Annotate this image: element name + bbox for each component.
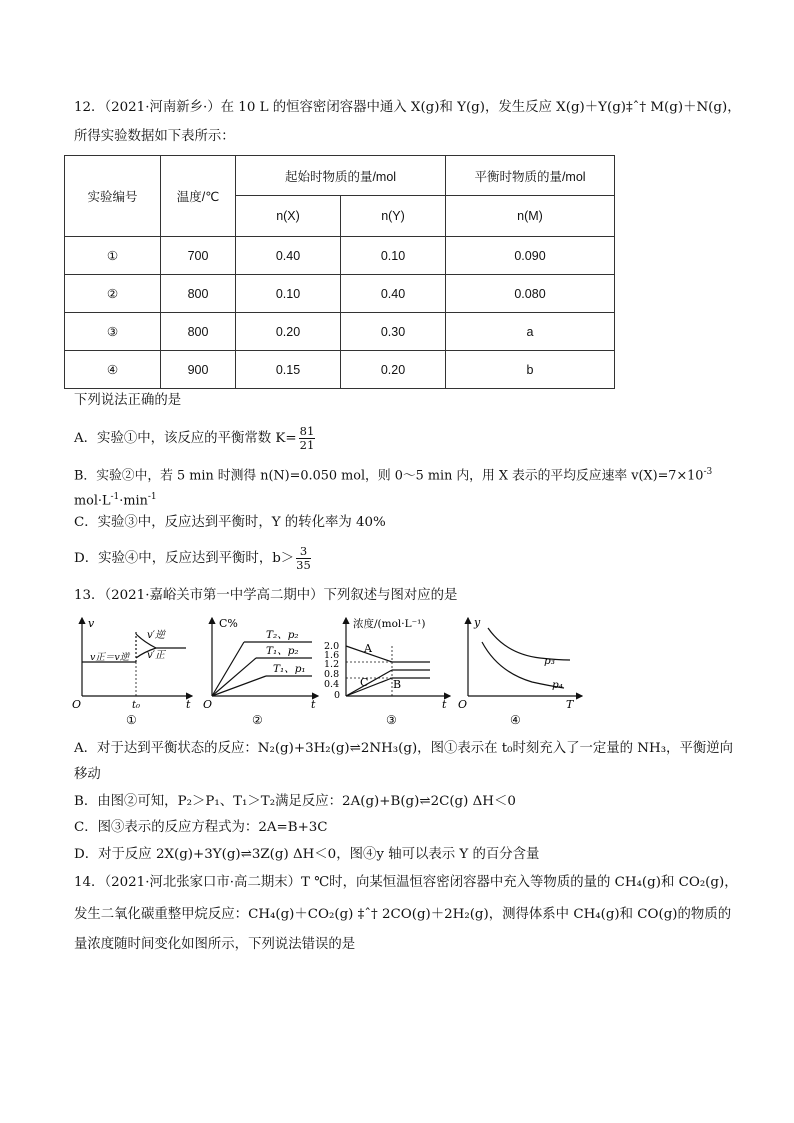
q13-option-d: D．对于反应 2X(g)+3Y(g)⇌3Z(g) ΔH＜0，图④y 轴可以表示 Y 的百分含量 xyxy=(74,847,540,862)
fig2-y-label: C% xyxy=(219,617,238,630)
fraction-3-35 xyxy=(296,545,311,572)
q13-option-c: C．图③表示的反应方程式为：2A=B+3C xyxy=(74,820,328,835)
header-eq: 平衡时物质的量/mol xyxy=(446,156,615,196)
cell-nm: b xyxy=(446,351,615,389)
cell-ny: 0.20 xyxy=(341,351,446,389)
cell-id: ① xyxy=(65,237,161,275)
cell-nx: 0.20 xyxy=(236,313,341,351)
fig2-origin: O xyxy=(203,698,213,711)
fig4-origin: O xyxy=(458,698,468,711)
fig3-tick: 0 xyxy=(334,690,341,701)
fig3-tick: 2.0 xyxy=(324,641,340,652)
fig3-y-label: 浓度/(mol·L⁻¹) xyxy=(353,618,426,630)
cell-nx: 0.40 xyxy=(236,237,341,275)
cell-temp: 800 xyxy=(161,313,236,351)
fig4-curve-p4: p₄ xyxy=(552,679,563,691)
cell-temp: 700 xyxy=(161,237,236,275)
frac-den: 21 xyxy=(299,438,315,452)
header-start: 起始时物质的量/mol xyxy=(236,156,446,196)
header-ny: n(Y) xyxy=(341,196,446,237)
cell-temp: 800 xyxy=(161,275,236,313)
q13-figures xyxy=(70,612,600,730)
cell-id: ④ xyxy=(65,351,161,389)
fig4-curve-p3: p₃ xyxy=(544,655,555,667)
option-a-text: A．实验①中，该反应的平衡常数 K= xyxy=(74,431,297,446)
cell-ny: 0.40 xyxy=(341,275,446,313)
fig1-vfwd-label: v′正 xyxy=(147,650,165,661)
q12-intro2: 所得实验数据如下表所示： xyxy=(74,129,235,144)
header-nm: n(M) xyxy=(446,196,615,237)
figure-4 xyxy=(458,616,582,727)
fig3-number: ③ xyxy=(386,713,397,727)
cell-id: ③ xyxy=(65,313,161,351)
fig4-x-label: T xyxy=(566,698,574,711)
cell-nx: 0.15 xyxy=(236,351,341,389)
q14-line-2: 发生二氧化碳重整甲烷反应：CH₄(g)＋CO₂(g) ‡ˆ† 2CO(g)＋2H₂(g)，测得体系中 CH₄(g)和 CO(g)的物质的 xyxy=(74,907,732,922)
option-d-text: D．实验④中，反应达到平衡时，b＞ xyxy=(74,551,295,566)
figure-1 xyxy=(72,617,192,727)
option-b-text: B．实验②中，若 5 min 时测得 n(N)=0.050 mol，则 0～5 min 内，用 X 表示的平均反应速率 v(X)=7×10 xyxy=(74,468,704,484)
fig1-origin: O xyxy=(72,698,82,711)
option-b-exp: -3 xyxy=(703,467,713,477)
fig1-number: ① xyxy=(126,713,137,727)
cell-nm: 0.090 xyxy=(446,237,615,275)
fig2-number: ② xyxy=(252,713,263,727)
fig3-curve-a: A xyxy=(364,642,372,655)
unit-mol-l: mol·L xyxy=(74,493,111,509)
fig4-number: ④ xyxy=(510,713,521,727)
q12-intro: 12．（2021·河南新乡·）在 10 L 的恒容密闭容器中通入 X(g)和 Y(g)，发生反应 X(g)＋Y(g)‡ˆ† M(g)＋N(g)， xyxy=(74,100,741,115)
frac-num: 3 xyxy=(296,545,311,559)
header-temp: 温度/℃ xyxy=(161,156,236,237)
q12-option-d xyxy=(74,545,311,572)
q12-prompt: 下列说法正确的是 xyxy=(74,393,182,408)
table-row xyxy=(65,313,615,351)
table-row xyxy=(65,237,615,275)
frac-den: 35 xyxy=(296,558,311,572)
cell-nx: 0.10 xyxy=(236,275,341,313)
cell-ny: 0.10 xyxy=(341,237,446,275)
figure-2 xyxy=(203,617,318,727)
fig1-t0-label: t₀ xyxy=(132,700,141,711)
fig3-curve-c: C xyxy=(360,676,369,689)
q14-line-1: 14．（2021·河北张家口市·高二期末）T ℃时，向某恒温恒容密闭容器中充入等物质的量的 CH₄(g)和 CO₂(g)， xyxy=(74,875,738,890)
fig1-t-label: t xyxy=(186,698,191,711)
fig2-curve-1: T₂、p₂ xyxy=(266,629,299,641)
fig3-curve-b: B xyxy=(393,678,402,691)
experiment-table xyxy=(64,155,615,389)
fig3-tick: 1.6 xyxy=(324,650,340,661)
fraction-81-21 xyxy=(299,425,316,452)
fig2-curve-3: T₁、p₁ xyxy=(273,663,306,675)
q12-option-b xyxy=(74,463,712,485)
fig2-t-label: t xyxy=(311,698,316,711)
fig3-t-label: t xyxy=(442,698,447,711)
q12-option-a xyxy=(74,425,315,452)
cell-nm: 0.080 xyxy=(446,275,615,313)
fig3-tick: 0.8 xyxy=(324,669,340,680)
header-exp: 实验编号 xyxy=(65,156,161,237)
unit-exp1: -1 xyxy=(110,492,120,502)
q13-intro: 13．（2021·嘉峪关市第一中学高二期中）下列叙述与图对应的是 xyxy=(74,588,458,603)
frac-num: 81 xyxy=(299,424,315,438)
header-nx: n(X) xyxy=(236,196,341,237)
q13-option-a-2: 移动 xyxy=(74,767,101,782)
table-row xyxy=(65,351,615,389)
q13-option-b: B．由图②可知，P₂＞P₁、T₁＞T₂满足反应：2A(g)+B(g)⇌2C(g) ΔH＜0 xyxy=(74,794,516,809)
unit-min: ·min xyxy=(119,493,148,509)
figure-3 xyxy=(324,617,450,727)
fig4-y-label: y xyxy=(474,616,481,629)
fig2-curve-2: T₁、p₂ xyxy=(266,645,299,657)
fig3-tick: 1.2 xyxy=(324,659,340,670)
cell-id: ② xyxy=(65,275,161,313)
fig1-eq-label: v正＝v逆 xyxy=(90,652,130,663)
cell-ny: 0.30 xyxy=(341,313,446,351)
table-row xyxy=(65,275,615,313)
fig3-tick: 0.4 xyxy=(324,679,340,690)
q14-line-3: 量浓度随时间变化如图所示，下列说法错误的是 xyxy=(74,937,356,952)
q13-option-a: A．对于达到平衡状态的反应：N₂(g)+3H₂(g)⇌2NH₃(g)，图①表示在 t₀时刻充入了一定量的 NH₃，平衡逆向 xyxy=(74,741,734,756)
q12-option-c: C．实验③中，反应达到平衡时，Y 的转化率为 40% xyxy=(74,515,386,530)
unit-exp2: -1 xyxy=(147,492,157,502)
fig1-y-label: v xyxy=(88,617,95,630)
cell-temp: 900 xyxy=(161,351,236,389)
figures-svg xyxy=(70,612,600,730)
fig1-vinv-label: v′逆 xyxy=(147,630,165,641)
cell-nm: a xyxy=(446,313,615,351)
q12-option-b-2 xyxy=(74,488,157,510)
